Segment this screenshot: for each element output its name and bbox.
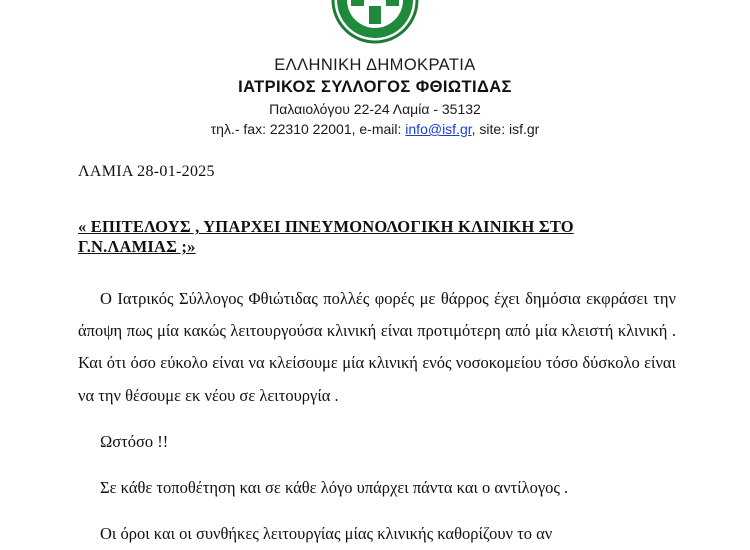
dateline: ΛΑΜΙΑ 28-01-2025 [78,163,215,180]
org-country-line: ΕΛΛΗΝΙΚΗ ΔΗΜΟΚΡΑΤΙΑ [274,56,476,74]
contact-prefix-text: τηλ.- fax: 22310 22001, e-mail: [210,121,406,137]
paragraph-1: Ο Ιατρικός Σύλλογος Φθιώτιδας πολλές φορές με θάρρος έχει δημόσια εκφράσει την άποψη πως μία κακώς λειτουργούσα κλινική είναι προτιμότερη από μία κλειστή κλινική . Και ότι όσο εύκολο είναι να κλείσουμε μία κλινική ενός νοσοκομείου τόσο δύσκολο είναι να την θέσουμε εκ νέου σε λειτουργία . [78,289,676,405]
paragraph-3: Σε κάθε τοποθέτηση και σε κάθε λόγο υπάρχει πάντα και ο αντίλογος . [100,477,569,497]
email-link[interactable]: info@isf.gr [405,121,472,137]
org-address-line: Παλαιολόγου 22-24 Λαμία - 35132 [269,101,481,117]
logo-container [0,0,750,50]
letterhead [0,0,750,137]
document-body [0,163,750,550]
contact-middle-text: , site: [471,121,509,137]
site-text: isf.gr [509,121,540,137]
document-title: « ΕΠΙΤΕΛΟΥΣ , ΥΠΑΡΧΕΙ ΠΝΕΥΜΟΝΟΛΟΓΙΚΗ ΚΛΙΝΙΚΗ ΣΤΟ Γ.Ν.ΛΑΜΙΑΣ ;» [78,217,574,256]
org-contact-line [0,121,750,137]
hellenic-medical-association-emblem [315,0,435,50]
paragraph-4: Οι όροι και οι συνθήκες λειτουργίας μίας κλινικής καθορίζουν το αν [100,524,553,544]
org-name-line: ΙΑΤΡΙΚΟΣ ΣΥΛΛΟΓΟΣ ΦΘΙΩΤΙΔΑΣ [238,78,512,96]
paragraph-2: Ωστόσο !! [100,431,169,451]
